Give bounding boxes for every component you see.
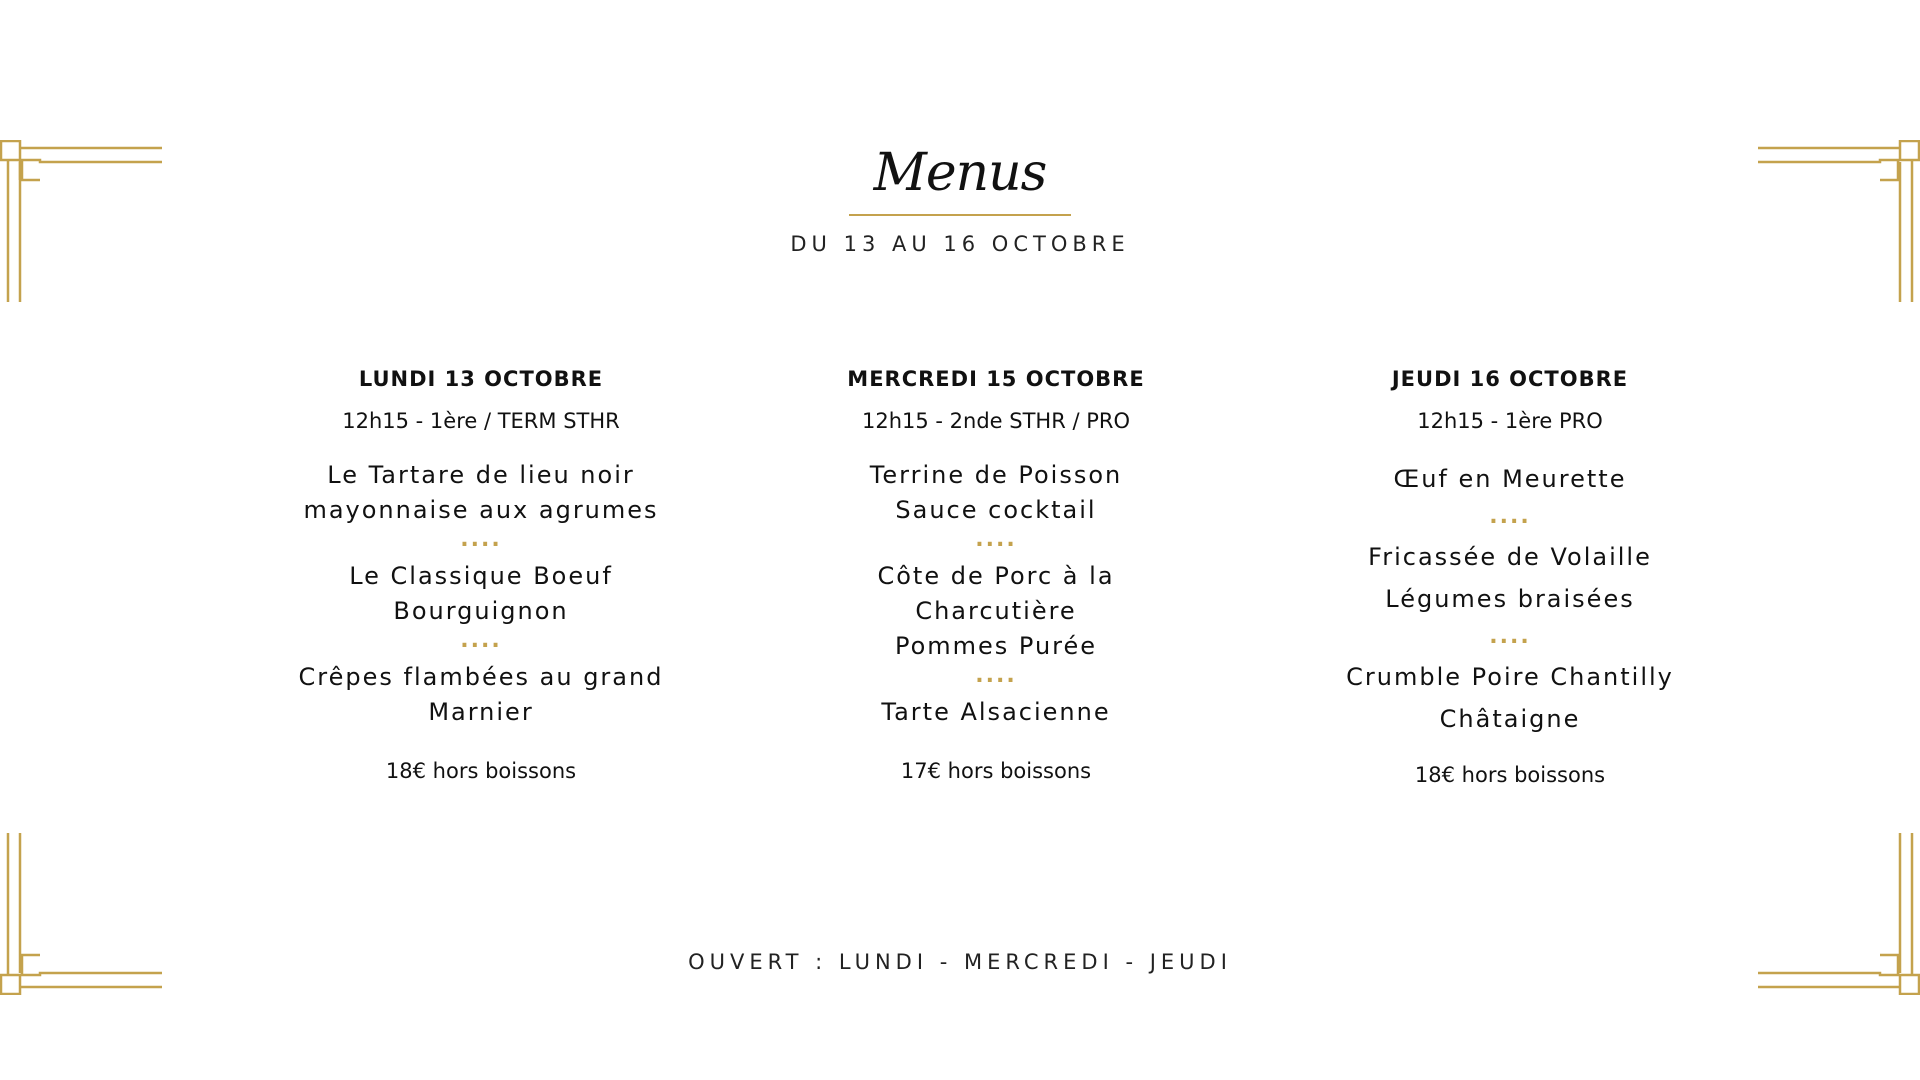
menu-column-thursday — [1250, 364, 1770, 790]
starter-course — [221, 458, 741, 528]
course-separator: .... — [1489, 504, 1531, 529]
starter-course — [736, 458, 1256, 528]
course-line: Sauce cocktail — [895, 496, 1097, 524]
course-line: Charcutière — [915, 597, 1077, 625]
menu-header — [0, 138, 1920, 256]
menu-price: 17€ hors boissons — [900, 759, 1092, 783]
dessert-course — [221, 660, 741, 730]
date-range-subtitle: DU 13 AU 16 OCTOBRE — [790, 232, 1130, 256]
title-underline — [849, 214, 1071, 216]
page-title: Menus — [873, 143, 1047, 203]
course-line: Le Tartare de lieu noir — [327, 461, 635, 489]
course-line: Légumes braisées — [1385, 585, 1635, 613]
menu-column-wednesday — [736, 364, 1256, 786]
course-line: Pommes Purée — [894, 632, 1098, 660]
starter-course — [1250, 458, 1770, 500]
opening-days-footer: OUVERT : LUNDI - MERCREDI - JEUDI — [688, 950, 1232, 974]
course-line: Marnier — [428, 698, 534, 726]
course-line: Crêpes flambées au grand — [298, 663, 664, 691]
course-line: mayonnaise aux agrumes — [303, 496, 659, 524]
day-heading: MERCREDI 15 OCTOBRE — [847, 367, 1145, 391]
day-heading: LUNDI 13 OCTOBRE — [358, 367, 604, 391]
main-course — [1250, 536, 1770, 620]
menu-price: 18€ hors boissons — [1414, 763, 1606, 787]
course-line: Châtaigne — [1439, 705, 1581, 733]
course-separator: .... — [975, 663, 1017, 688]
course-line: Terrine de Poisson — [869, 461, 1123, 489]
main-course — [221, 559, 741, 629]
course-separator: .... — [1489, 624, 1531, 649]
course-line: Fricassée de Volaille — [1368, 543, 1652, 571]
course-separator: .... — [460, 628, 502, 653]
course-line: Tarte Alsacienne — [881, 698, 1111, 726]
day-heading: JEUDI 16 OCTOBRE — [1391, 367, 1629, 391]
dessert-course — [736, 695, 1256, 730]
main-course — [736, 559, 1256, 664]
course-line: Crumble Poire Chantilly — [1346, 663, 1674, 691]
service-time: 12h15 - 2nde STHR / PRO — [861, 409, 1131, 433]
course-separator: .... — [460, 527, 502, 552]
course-line: Œuf en Meurette — [1393, 465, 1627, 493]
dessert-course — [1250, 656, 1770, 740]
service-time: 12h15 - 1ère / TERM STHR — [342, 409, 620, 433]
course-separator: .... — [975, 527, 1017, 552]
course-line: Le Classique Boeuf — [349, 562, 613, 590]
course-line: Côte de Porc à la — [877, 562, 1115, 590]
menu-price: 18€ hors boissons — [385, 759, 577, 783]
service-time: 12h15 - 1ère PRO — [1417, 409, 1603, 433]
menu-column-monday — [221, 364, 741, 786]
course-line: Bourguignon — [393, 597, 569, 625]
